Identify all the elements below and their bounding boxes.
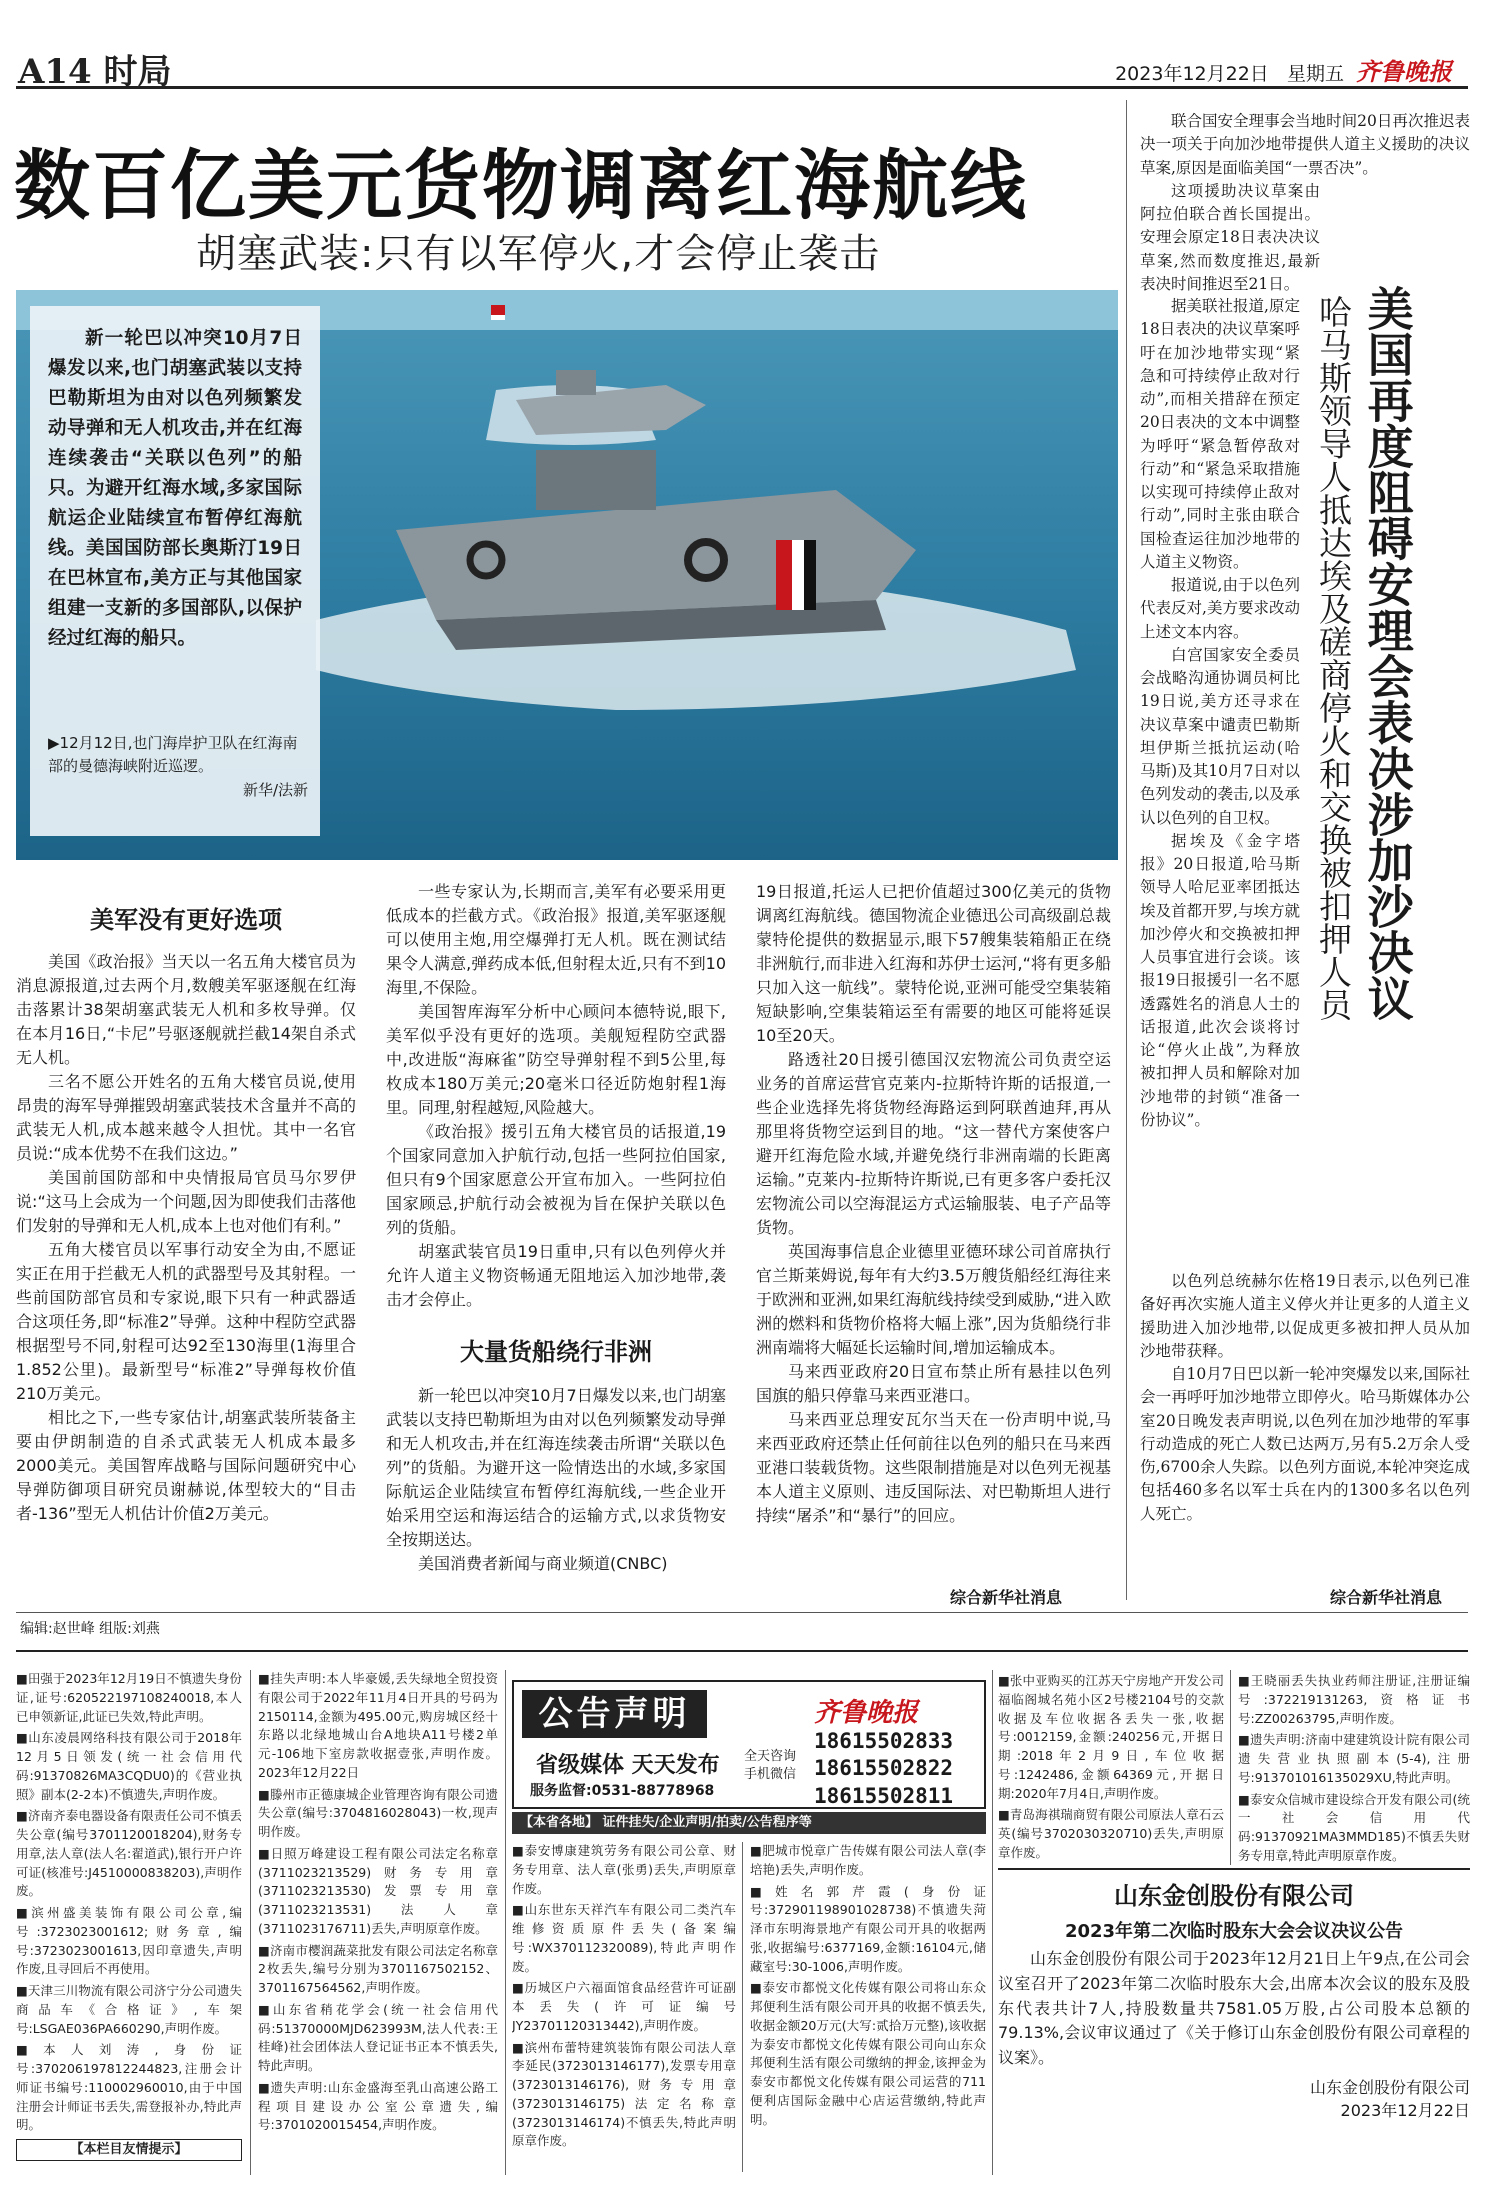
article-paragraph: 美国消费者新闻与商业频道(CNBC) bbox=[418, 1554, 668, 1573]
ad-item: ■遗失声明:山东金盛海至乳山高速公路工程项目建设办公室公章遗失,编号:3701020015454,声明作废。 bbox=[258, 2079, 498, 2133]
ad-item: ■济南市樱润蔬菜批发有限公司法定名称章2枚丢失,编号分别为3701167502152、3701167564562,声明作废。 bbox=[258, 1942, 498, 1995]
ad-column-2 bbox=[258, 1670, 498, 2175]
article-paragraph: 五角大楼官员以军事行动安全为由,不愿证实正在用于拦截无人机的武器型号及其射程。一些前国防部官员和专家说,眼下只有一种武器适合这项任务,即“标准2”导弹。这种中程防空武器根据型号不同,射程可达92至130海里(1海里合1.852公里)。最新型号“标准2”导弹每枚价值210万美元。 bbox=[16, 1240, 356, 1403]
ad-item: ■田强于2023年12月19日不慎遗失身份证,证号:620522197108240018,本人已申领新证,此证已失效,特此声明。 bbox=[16, 1671, 242, 1724]
ad-item: ■山东世东天祥汽车有限公司二类汽车维修资质原件丢失(备案编号:WX370112320089),特此声明作废。 bbox=[512, 1902, 736, 1974]
article-column-2 bbox=[386, 880, 726, 1576]
column-divider bbox=[1126, 100, 1127, 1600]
page-number: A14 bbox=[18, 52, 92, 92]
weekday: 星期五 bbox=[1286, 63, 1344, 85]
ad-item: ■历城区户六福面馆食品经营许可证副本丢失(许可证编号JY23701120313442),声明作废。 bbox=[512, 1980, 736, 2033]
ad-item: ■泰安众信城市建设综合开发有限公司(统一社会信用代码:91370921MA3MMD185)不慎丢失财务专用章,特此声明原章作废。 bbox=[1238, 1791, 1470, 1862]
ad-item: ■王晓丽丢失执业药师注册证,注册证编号:372219131263,资格证书号:ZZ00263795,声明作废。 bbox=[1238, 1673, 1470, 1726]
side-wide-column bbox=[1140, 1270, 1470, 1526]
ad-column-4 bbox=[750, 1842, 986, 2172]
caption-text: ▶12月12日,也门海岸护卫队在红海南部的曼德海峡附近巡逻。 bbox=[48, 734, 298, 776]
side-subheadline: 哈马斯领导人抵达埃及磋商停火和交换被扣押人员 bbox=[1314, 295, 1353, 1021]
ad-column-5 bbox=[998, 1672, 1224, 1862]
company-notice-title: 2023年第二次临时股东大会会议决议公告 bbox=[1064, 1921, 1404, 1942]
article-paragraph: 美国《政治报》当天以一名五角大楼官员为消息源报道,过去两个月,数艘美军驱逐舰在红海击落累计38架胡塞武装无人机和多枚导弹。仅在本月16日,“卡尼”号驱逐舰就拦截14架自杀式无人机。 bbox=[16, 952, 356, 1067]
article-paragraph: 相比之下,一些专家估计,胡塞武装所装备主要由伊朗制造的自杀式武装无人机成本最多2000美元。美国智库战略与国际问题研究中心导弹防御项目研究员谢赫说,体型较大的“目击者-136”型无人机估计价值2万美元。 bbox=[16, 1408, 356, 1523]
notice-tags: 【本省各地】 证件挂失/企业声明/拍卖/公告程序等 bbox=[512, 1812, 986, 1834]
header-rule bbox=[16, 86, 1468, 89]
ad-column-1 bbox=[16, 1670, 242, 2175]
photo-caption bbox=[48, 732, 308, 802]
ad-item: ■泰安市都悦文化传媒有限公司将山东众邦便利生活有限公司开具的收据不慎丢失,收据金额20万元(大写:贰拾万元整),该收据为泰安市都悦文化传媒有限公司向山东众邦便利生活有限公司缴纳的押金,该押金为泰安市都悦文化传媒有限公司运营的711便利店国际金融中心店运营缴纳,特此声明。 bbox=[750, 1980, 986, 2127]
caption-credit: 新华/法新 bbox=[242, 780, 308, 799]
brand-logo: 齐鲁晚报 bbox=[1356, 58, 1452, 86]
notice-phones bbox=[814, 1728, 953, 1810]
article-paragraph: 马来西亚政府20日宣布禁止所有悬挂以色列国旗的船只停靠马来西亚港口。 bbox=[756, 1362, 1111, 1405]
ad-item: ■张中亚购买的江苏天宁房地产开发公司福临阁城名苑小区2号楼2104号的交款收据及车位收据各丢失一张,收据号:0012159,金额:240256元,开据日期:2018年2月9日,车位收据号:1242486,金额64369元,开据日期:2020年7月4日,声明作废。 bbox=[998, 1673, 1224, 1801]
phone-number: 18615502811 bbox=[814, 1783, 954, 1808]
article-paragraph: 美国智库海军分析中心顾问本德特说,眼下,美军似乎没有更好的选项。美舰短程防空武器中,改进版“海麻雀”防空导弹射程不到5公里,每枚成本180万美元;20毫米口径近防炮射程1海里。同理,射程越短,风险越大。 bbox=[386, 1002, 726, 1117]
company-notice bbox=[998, 1868, 1470, 2174]
date: 2023年12月22日 bbox=[1115, 63, 1269, 85]
side-paragraph: 白宫国家安全委员会战略沟通协调员柯比19日说,美方还寻求在决议草案中谴责巴勒斯坦伊斯兰抵抗运动(哈马斯)及其10月7日对以色列发动的袭击,以及承认以色列的自卫权。 bbox=[1140, 645, 1300, 827]
article-paragraph: 胡塞武装官员19日重申,只有以色列停火并允许人道主义物资畅通无阻地运入加沙地带,袭击才会停止。 bbox=[386, 1242, 726, 1309]
side-signature: 综合新华社消息 bbox=[1330, 1588, 1443, 1607]
ads-rule bbox=[16, 1650, 1468, 1652]
ad-item: ■姓名郭芹霞(身份证号:372901198901028738)不慎遗失菏泽市东明海景地产有限公司开具的收据两张,收据编号:6377169,金额:16104元,储藏室号:30-1006,声明作废。 bbox=[750, 1883, 986, 1974]
notice-title: 公告声明 bbox=[522, 1690, 707, 1738]
notice-brand: 齐鲁晚报 bbox=[814, 1698, 919, 1728]
side-paragraph: 据埃及《金字塔报》20日报道,哈马斯领导人哈尼亚率团抵达埃及首都开罗,与埃方就加沙停火和交换被扣押人员事宜进行会谈。该报19日报援引一名不愿透露姓名的消息人士的话报道,此次会谈将讨论“停火止战”,为释放被扣押人员和解除对加沙地带的封锁“准备一份协议”。 bbox=[1140, 831, 1300, 1129]
section-heading-1: 美军没有更好选项 bbox=[90, 905, 282, 934]
subheadline: 胡塞武装:只有以军停火,才会停止袭击 bbox=[196, 231, 881, 277]
ad-item: ■滨州盛美装饰有限公司公章,编号:3723023001612;财务章,编号:3723023001613,因印章遗失,声明作废,且寻回后不再使用。 bbox=[16, 1905, 242, 1977]
article-paragraph: 新一轮巴以冲突10月7日爆发以来,也门胡塞武装以支持巴勒斯坦为由对以色列频繁发动导弹和无人机攻击,并在红海连续袭击所谓“关联以色列”的货船。为避开这一险情迭出的水域,多家国际航运企业陆续宣布暂停红海航线,一些企业开始采用空运和海运结合的运输方式,以求货物安全按期送达。 bbox=[386, 1386, 726, 1549]
company-sign: 山东金创股份有限公司 bbox=[1309, 2077, 1470, 2097]
ad-column-6 bbox=[1238, 1672, 1470, 1862]
article-paragraph: 路透社20日援引德国汉宏物流公司负责空运业务的首席运营官克莱内-拉斯特许斯的话报道,一些企业选择先将货物经海路运到阿联酋迪拜,再从那里将货物空运到目的地。“这一替代方案使客户避开红海危险水域,并避免绕行非洲南端的长距离运输。”克莱内-拉斯特许斯说,已有更多客户委托汉宏物流公司以空海混运方式运输服装、电子产品等货物。 bbox=[756, 1050, 1111, 1237]
article-column-1 bbox=[16, 950, 356, 1526]
side-intro bbox=[1140, 110, 1470, 296]
ad-item: ■滨州布蕾特建筑装饰有限公司法人章李延民(3723013146177),发票专用章(3723013146176),财务专用章(3723013146175)法定名称章(3723013146174)不慎丢失,特此声明原章作废。 bbox=[512, 2039, 736, 2149]
notice-consult: 全天咨询 手机微信 bbox=[744, 1749, 797, 1783]
ad-item: ■泰安博康建筑劳务有限公司公章、财务专用章、法人章(张勇)丢失,声明原章作废。 bbox=[512, 1843, 736, 1896]
article-paragraph: 19日报道,托运人已把价值超过300亿美元的货物调离红海航线。德国物流企业德迅公司高级副总裁蒙特伦提供的数据显示,眼下57艘集装箱船正在绕非洲航行,而非进入红海和苏伊士运河,“将有更多船只加入这一航线”。蒙特伦说,亚洲可能受空集装箱短缺影响,空集装箱运至有需要的地区可能将延误10至20天。 bbox=[756, 882, 1111, 1045]
side-paragraph: 这项援助决议草案由阿拉伯联合酋长国提出。安理会原定18日表决决议草案,然而数度推迟,最新表决时间推迟至21日。 bbox=[1140, 181, 1320, 293]
ad-item: ■天津三川物流有限公司济宁分公司遗失商品车《合格证》,车架号:LSGAE036PA660290,声明作废。 bbox=[16, 1983, 242, 2036]
article-paragraph: 一些专家认为,长期而言,美军有必要采用更低成本的拦截方式。《政治报》报道,美军驱逐舰可以使用主炮,用空爆弹打无人机。既在测试结果令人满意,弹药成本低,但射程太近,只有不到10海里,不保险。 bbox=[386, 882, 726, 997]
ad-divider bbox=[992, 1670, 993, 2175]
ad-item: ■济南齐泰电器设备有限责任公司不慎丢失公章(编号3701120018204),财务专用章,法人章(法人名:翟道武),银行开户许可证(核准号:J4510000838203),声明作废。 bbox=[16, 1808, 242, 1899]
editor-rule bbox=[16, 1612, 1468, 1613]
side-paragraph: 据美联社报道,原定18日表决的决议草案呼吁在加沙地带实现“紧急和可持续停止敌对行动”,而相关措辞在预定20日表决的文本中调整为呼吁“紧急暂停敌对行动”和“紧急采取措施以实现可持续停止敌对行动”,同时主张由联合国检查运往加沙地带的人道主义物资。 bbox=[1140, 297, 1300, 571]
article-column-3 bbox=[756, 880, 1111, 1528]
side-paragraph: 报道说,由于以色列代表反对,美方要求改动上述文本内容。 bbox=[1140, 576, 1300, 641]
side-narrow-column bbox=[1140, 295, 1300, 1132]
tips-box: 【本栏目友情提示】 bbox=[16, 2139, 242, 2161]
section-heading-2: 大量货船绕行非洲 bbox=[460, 1338, 652, 1366]
side-paragraph: 以色列总统赫尔佐格19日表示,以色列已准备好再次实施人道主义停火并让更多的人道主义援助进入加沙地带,以促成更多被扣押人员从加沙地带获释。 bbox=[1140, 1272, 1470, 1360]
company-date: 2023年12月22日 bbox=[1340, 2100, 1470, 2120]
ad-item: ■遗失声明:济南中建建筑设计院有限公司遗失营业执照副本(5-4),注册号:913701016135029XU,特此声明。 bbox=[1238, 1732, 1470, 1785]
article-paragraph: 《政治报》援引五角大楼官员的话报道,19个国家同意加入护航行动,包括一些阿拉伯国家,但只有9个国家愿意公开宣布加入。一些阿拉伯国家顾忌,护航行动会被视为旨在保护关联以色列的货船。 bbox=[386, 1122, 726, 1237]
ad-divider bbox=[742, 1842, 743, 2172]
ad-divider bbox=[1230, 1670, 1231, 1865]
article-paragraph: 三名不愿公开姓名的五角大楼官员说,使用昂贵的海军导弹摧毁胡塞武装技术含量并不高的武装无人机,成本越来越令人担忧。其中一名官员说:“成本优势不在我们这边。” bbox=[16, 1072, 356, 1163]
article-paragraph: 马来西亚总理安瓦尔当天在一份声明中说,马来西亚政府还禁止任何前往以色列的船只在马来西亚港口装载货物。这些限制措施是对以色列无视基本人道主义原则、违反国际法、对巴勒斯坦人进行持续“屠杀”和“暴行”的回应。 bbox=[756, 1410, 1111, 1525]
article-paragraph: 美国前国防部和中央情报局官员马尔罗伊说:“这马上会成为一个问题,因为即使我们击落他们发射的导弹和无人机,成本上也对他们有利。” bbox=[16, 1168, 356, 1235]
section-name: 时局 bbox=[103, 52, 172, 92]
editors: 编辑:赵世峰 组版:刘燕 bbox=[20, 1621, 160, 1637]
ad-item: ■山东凌晨网络科技有限公司于2018年12月5日领发(统一社会信用代码:91370826MA3CQDU0)的《营业执照》副本(2-2本)不慎遗失,声明作废。 bbox=[16, 1730, 242, 1802]
side-paragraph: 自10月7日巴以新一轮冲突爆发以来,国际社会一再呼吁加沙地带立即停火。哈马斯媒体办公室20日晚发表声明说,以色列在加沙地带的军事行动造成的死亡人数已达两万,另有5.2万余人受伤,6700余人失踪。以色列方面说,本轮冲突迄成包括460多名以军士兵在内的1300多名以色列人死亡。 bbox=[1140, 1365, 1470, 1523]
side-paragraph: 联合国安全理事会当地时间20日再次推迟表决一项关于向加沙地带提供人道主义援助的决议草案,原因是面临美国“一票否决”。 bbox=[1140, 112, 1470, 177]
ad-item: ■本人刘涛,身份证号:370206197812244823,注册会计师证书编号:110002960010,由于中国注册会计师证书丢失,需登报补办,特此声明。 bbox=[16, 2042, 242, 2133]
main-signature: 综合新华社消息 bbox=[950, 1588, 1063, 1607]
page-dateline bbox=[1115, 52, 1452, 87]
notice-box bbox=[512, 1680, 986, 1809]
ad-divider bbox=[505, 1670, 506, 2175]
ad-item: ■青岛海祺瑞商贸有限公司原法人章石云英(编号3702030320710)丢失,声明原章作废。 bbox=[998, 1807, 1224, 1860]
ad-divider bbox=[250, 1670, 251, 2175]
ad-column-3 bbox=[512, 1842, 736, 2172]
headline: 数百亿美元货物调离红海航线 bbox=[14, 141, 1028, 230]
ad-item: ■挂失声明:本人毕豪媛,丢失绿地全贸投资有限公司于2022年11月4日开具的号码为2150114,金额为495.00元,购房城区经十东路以北绿地城山台A地块A11号楼2单元-106地下室房款收据壹张,声明作废。2023年12月22日 bbox=[258, 1671, 498, 1780]
phone-number: 18615502822 bbox=[814, 1756, 954, 1781]
lead-paragraph: 新一轮巴以冲突10月7日爆发以来,也门胡塞武装以支持巴勒斯坦为由对以色列频繁发动导弹和无人机攻击,并在红海连续袭击“关联以色列”的船只。为避开红海水域,多家国际航运企业陆续宣布暂停红海航线。美国国防部长奥斯汀19日在巴林宣布,美方正与其他国家组建一支新的多国部队,以保护经过红海的船只。 bbox=[30, 306, 320, 836]
ad-item: ■山东省稍花学会(统一社会信用代码:51370000MJD623993M,法人代表:王桂峰)社会团体法人登记证书正本不慎丢失,特此声明。 bbox=[258, 2001, 498, 2073]
ad-item: ■日照万峰建设工程有限公司法定名称章(3711023213529)财务专用章(3711023213530)发票专用章(3711023213531)法人章(3711023176711)丢失,声明原章作废。 bbox=[258, 1845, 498, 1936]
article-paragraph: 英国海事信息企业德里亚德环球公司首席执行官兰斯莱姆说,每年有大约3.5万艘货船经红海往来于欧洲和亚洲,如果红海航线持续受到威胁,“进入欧洲的燃料和货物价格将大幅上涨”,因为货船绕行非洲南端将大幅延长运输时间,增加运输成本。 bbox=[756, 1242, 1111, 1357]
ad-item: ■肥城市悦章广告传媒有限公司法人章(李培艳)丢失,声明作废。 bbox=[750, 1843, 986, 1877]
notice-slogan: 省级媒体 天天发布 bbox=[536, 1752, 720, 1778]
company-name: 山东金创股份有限公司 bbox=[1114, 1882, 1354, 1910]
phone-number: 18615502833 bbox=[814, 1729, 954, 1753]
ad-item: ■滕州市正德康城企业管理咨询有限公司遗失公章(编号:3704816028043)一枚,现声明作废。 bbox=[258, 1786, 498, 1839]
side-headline: 美国再度阻碍安理会表决涉加沙决议 bbox=[1360, 285, 1415, 1021]
notice-supervise: 服务监督:0531-88778968 bbox=[530, 1783, 715, 1799]
company-notice-body: 山东金创股份有限公司于2023年12月21日上午9点,在公司会议室召开了2023年第二次临时股东大会,出席本次会议的股东及股东代表共计7人,持股数量共7581.05万股,占公司股本总额的79.13%,会议审议通过了《关于修订山东金创股份有限公司章程的议案》。 bbox=[998, 1949, 1470, 2068]
